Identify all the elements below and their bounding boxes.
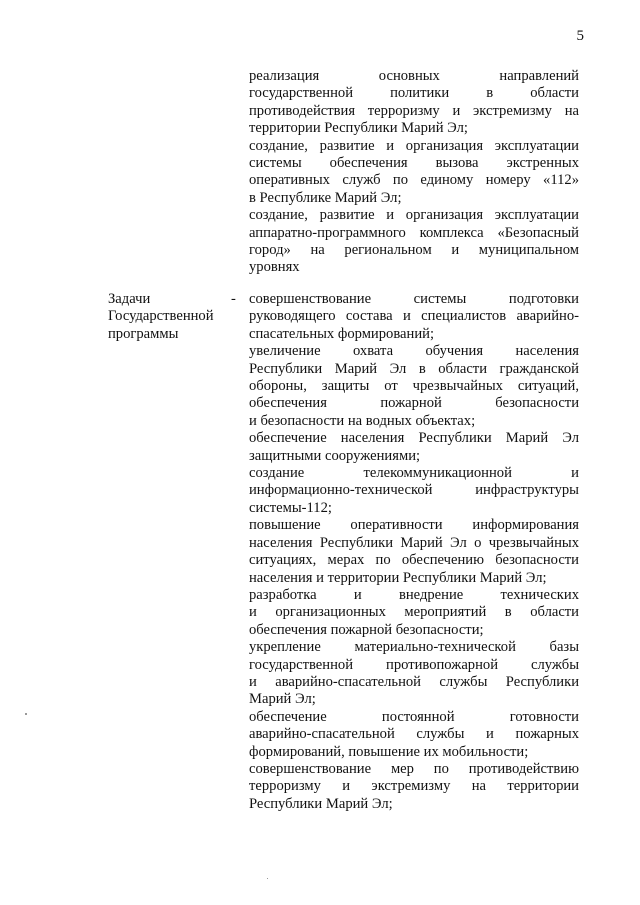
page-number: 5 [576,28,584,44]
text-line: Марий Эл; [249,691,316,708]
text-line: и безопасности на водных объектах; [249,412,476,429]
text-line: создание телекоммуникационной и [249,465,579,482]
text-line: населения Республики Марий Эл о чрезвычайных [249,534,579,551]
text-line: спасательных формирований; [249,325,435,342]
text-line: повышение оперативности информирования [249,517,579,534]
scan-speck [25,713,27,715]
text-line: территории Республики Марий Эл; [249,120,468,137]
text-line: в Республике Марий Эл; [249,189,402,206]
text-line: государственной политики в области [249,85,579,102]
text-line: обеспечение населения Республики Марий Эл [249,430,579,447]
text-line: обеспечение постоянной готовности [249,708,579,725]
text-line: населения и территории Республики Марий Эл; [249,569,547,586]
text-line: обеспечения пожарной безопасности [249,395,579,412]
text-line: обороны, защиты от чрезвычайных ситуаций, [249,378,579,395]
tasks-label-line: Государственной [108,308,214,325]
text-line: формирований, повышение их мобильности; [249,743,529,760]
text-line: защитными сооружениями; [249,447,421,464]
text-line: оперативных служб по единому номеру «112» [249,172,579,189]
text-line: ситуациях, мерах по обеспечению безопасности [249,552,579,569]
scan-speck [267,878,268,879]
tasks-label-line: программы [108,325,179,342]
text-line: и организационных мероприятий в области [249,604,579,621]
tasks-label [108,291,238,343]
text-line: аварийно-спасательной службы и пожарных [249,726,579,743]
text-line: реализация основных направлений [249,68,579,84]
text-line: противодействия терроризму и экстремизму на [249,102,579,119]
text-line: руководящего состава и специалистов аварийно- [249,308,579,325]
text-line: аппаратно-программного комплекса «Безопасный [249,224,579,241]
text-line: государственной противопожарной службы [249,656,579,673]
text-line: увеличение охвата обучения населения [249,343,579,360]
text-line: и аварийно-спасательной службы Республики [249,673,579,690]
text-line: разработка и внедрение технических [249,586,579,603]
text-line: системы-112; [249,499,332,516]
text-line: информационно-технической инфраструктуры [249,482,579,499]
text-line: укрепление материально-технической базы [249,639,579,656]
tasks-label-line: Задачи [108,291,151,307]
text-line: создание, развитие и организация эксплуатации [249,207,579,224]
text-line: совершенствование мер по противодействию [249,760,579,777]
goals-continued-text [249,68,579,277]
text-line: город» на региональном и муниципальном [249,242,579,259]
text-line: Республики Марий Эл в области гражданской [249,360,579,377]
text-line: терроризму и экстремизму на территории [249,778,579,795]
text-line: системы обеспечения вызова экстренных [249,155,579,172]
text-line: совершенствование системы подготовки [249,291,579,307]
tasks-text [249,291,579,813]
text-line: создание, развитие и организация эксплуатации [249,137,579,154]
text-line: Республики Марий Эл; [249,795,393,812]
tasks-separator: - [231,291,236,307]
text-line: уровнях [249,259,300,276]
text-line: обеспечения пожарной безопасности; [249,621,484,638]
